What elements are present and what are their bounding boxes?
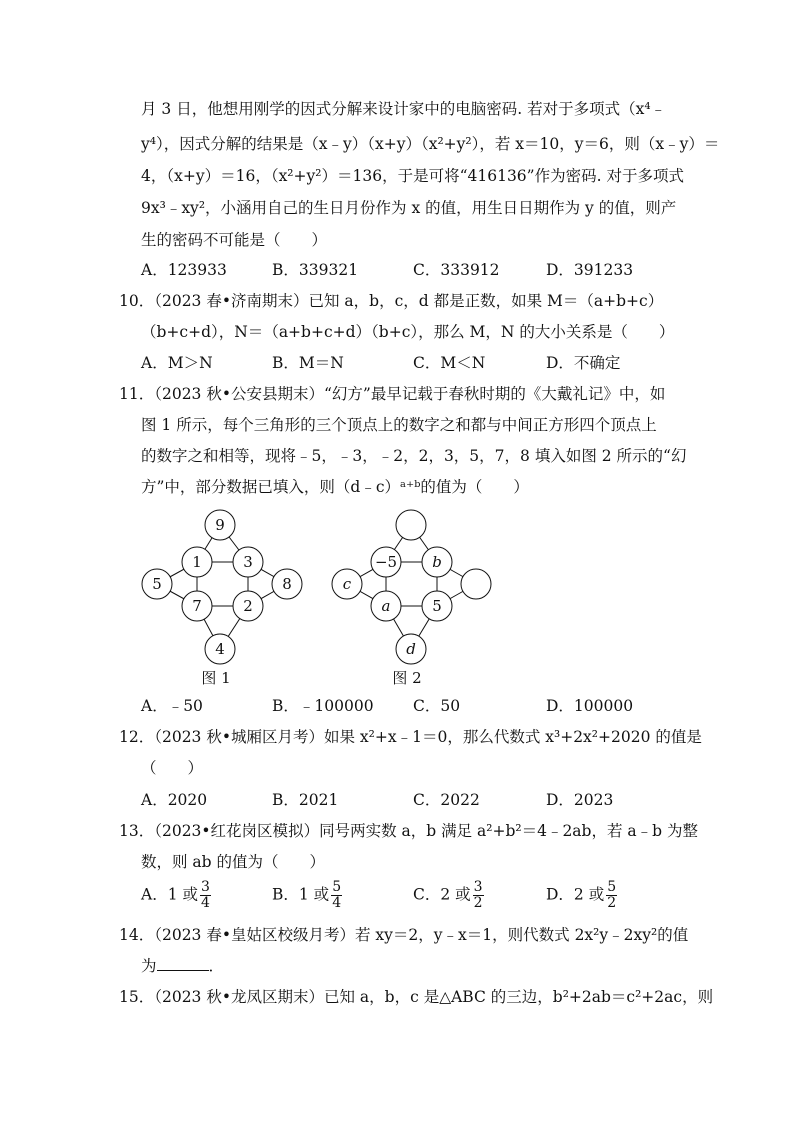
q9-line-5: 生的密码不可能是（ ） (141, 231, 328, 249)
q12-option-a[interactable]: A．2020 (141, 791, 208, 809)
q11-line-2: 图 1 所示，每个三角形的三个顶点上的数字之和都与中间正方形四个顶点上 (141, 416, 657, 434)
fig2-node-top (396, 510, 426, 540)
q9-line-1: 月 3 日，他想用刚学的因式分解来设计家中的电脑密码. 若对于多项式（x⁴﹣ (141, 100, 667, 118)
q11-option-d[interactable]: D．100000 (546, 697, 634, 715)
q12-option-b[interactable]: B．2021 (272, 791, 339, 809)
q12-line-1: 12．（2023 秋•城厢区月考）如果 x²+x﹣1＝0，那么代数式 x³+2x²+2020 的值是 (119, 728, 702, 746)
q13-option-c-numerator: 3 (473, 879, 483, 895)
q11-line-1: 11．（2023 秋•公安县期末）“幻方”最早记载于春秋时期的《大戴礼记》中，如 (119, 385, 666, 403)
magic-square-figures (130, 505, 510, 687)
fig2-caption: 图 2 (392, 669, 422, 687)
q9-option-a[interactable]: A．123933 (141, 261, 227, 279)
fig2-label-tr: b (432, 553, 442, 571)
fig1-label-left: 5 (152, 575, 162, 593)
q10-option-b[interactable]: B．M＝N (272, 354, 344, 372)
magic-square-svg (130, 505, 510, 687)
q9-option-d[interactable]: D．391233 (546, 261, 634, 279)
q13-line-2: 数，则 ab 的值为（ ） (141, 853, 326, 871)
fig1-label-tr: 3 (243, 553, 253, 571)
q9-option-b[interactable]: B．339321 (272, 261, 359, 279)
q10-option-d[interactable]: D．不确定 (546, 354, 621, 372)
q14-line-2-prefix: 为 (141, 957, 157, 975)
q9-line-3: 4，（x+y）＝16，（x²+y²）＝136，于是可将“416136”作为密码. 对于多项式 (141, 167, 684, 185)
q13-option-b-prefix: B．1 或 (272, 885, 330, 904)
q11-option-a[interactable]: A．﹣50 (141, 697, 203, 715)
q13-option-d-numerator: 5 (607, 879, 617, 895)
q11-line-3: 的数字之和相等，现将﹣5，﹣3，﹣2，2，3，5，7，8 填入如图 2 所示的“幻 (141, 447, 687, 465)
q14-answer-blank[interactable] (157, 956, 209, 971)
q13-option-b-numerator: 5 (332, 879, 342, 895)
fig1-label-right: 8 (282, 575, 292, 593)
q13-option-a-prefix: A．1 或 (141, 885, 198, 904)
fig2-label-br: 5 (432, 597, 442, 615)
figure-1 (157, 525, 287, 649)
q13-line-1: 13．（2023•红花岗区模拟）同号两实数 a，b 满足 a²+b²＝4﹣2ab，若 a﹣b 为整 (119, 822, 698, 840)
q13-option-c-prefix: C．2 或 (413, 885, 471, 904)
q10-option-c[interactable]: C．M＜N (413, 354, 486, 372)
q13-option-a[interactable] (141, 880, 211, 911)
fig1-label-bl: 7 (192, 597, 202, 615)
fig1-label-top: 9 (215, 516, 225, 534)
q13-option-d-prefix: D．2 或 (546, 885, 605, 904)
q9-option-c[interactable]: C．333912 (413, 261, 500, 279)
q11-option-b[interactable]: B．﹣100000 (272, 697, 374, 715)
fig2-label-bl: a (381, 597, 391, 615)
fig2-node-right (461, 569, 491, 599)
q10-line-1: 10．（2023 春•济南期末）已知 a，b，c，d 都是正数，如果 M＝（a+b+c） (119, 292, 664, 310)
fig1-caption: 图 1 (201, 669, 231, 687)
q13-option-c-fraction (473, 880, 484, 911)
q13-option-a-fraction (200, 880, 211, 911)
q14-line-2 (141, 956, 224, 976)
q12-option-c[interactable]: C．2022 (413, 791, 480, 809)
q13-option-a-denominator: 4 (200, 895, 210, 911)
fig2-label-tl: −5 (374, 553, 398, 571)
q12-line-2: （ ） (141, 759, 204, 777)
fig1-label-tl: 1 (192, 553, 202, 571)
q13-option-d[interactable] (546, 880, 617, 911)
fig1-label-br: 2 (243, 597, 253, 615)
q14-line-2-suffix: ． (208, 957, 225, 975)
q13-option-c[interactable] (413, 880, 484, 911)
q13-option-b-denominator: 4 (332, 895, 342, 911)
q9-line-4: 9x³﹣xy²，小涵用自己的生日月份作为 x 的值，用生日日期作为 y 的值，则产 (141, 199, 677, 217)
q12-option-d[interactable]: D．2023 (546, 791, 614, 809)
fig2-label-left: c (342, 575, 352, 593)
q13-option-a-numerator: 3 (200, 879, 210, 895)
fig1-label-bottom: 4 (215, 640, 225, 658)
q13-option-b-fraction (331, 880, 342, 911)
figure-2 (347, 525, 476, 649)
q10-option-a[interactable]: A．M＞N (141, 354, 213, 372)
q11-option-c[interactable]: C．50 (413, 697, 461, 715)
q13-option-d-denominator: 2 (607, 895, 617, 911)
q10-line-2: （b+c+d），N＝（a+b+c+d）（b+c），那么 M，N 的大小关系是（ ） (141, 323, 675, 341)
q13-option-b[interactable] (272, 880, 342, 911)
q13-option-d-fraction (606, 880, 617, 911)
q11-line-4: 方”中，部分数据已填入，则（d﹣c）ᵃ⁺ᵇ的值为（ ） (141, 478, 529, 496)
q9-line-2: y⁴），因式分解的结果是（x﹣y）（x+y）（x²+y²），若 x＝10，y＝6，则（x﹣y）＝ (141, 135, 720, 153)
q15-line-1: 15．（2023 秋•龙凤区期末）已知 a，b，c 是△ABC 的三边，b²+2ab＝c²+2ac，则 (119, 988, 714, 1006)
fig2-label-bottom: d (406, 640, 416, 658)
q14-line-1: 14．（2023 春•皇姑区校级月考）若 xy＝2，y﹣x＝1，则代数式 2x²y﹣2xy²的值 (119, 926, 689, 944)
q13-option-c-denominator: 2 (473, 895, 483, 911)
